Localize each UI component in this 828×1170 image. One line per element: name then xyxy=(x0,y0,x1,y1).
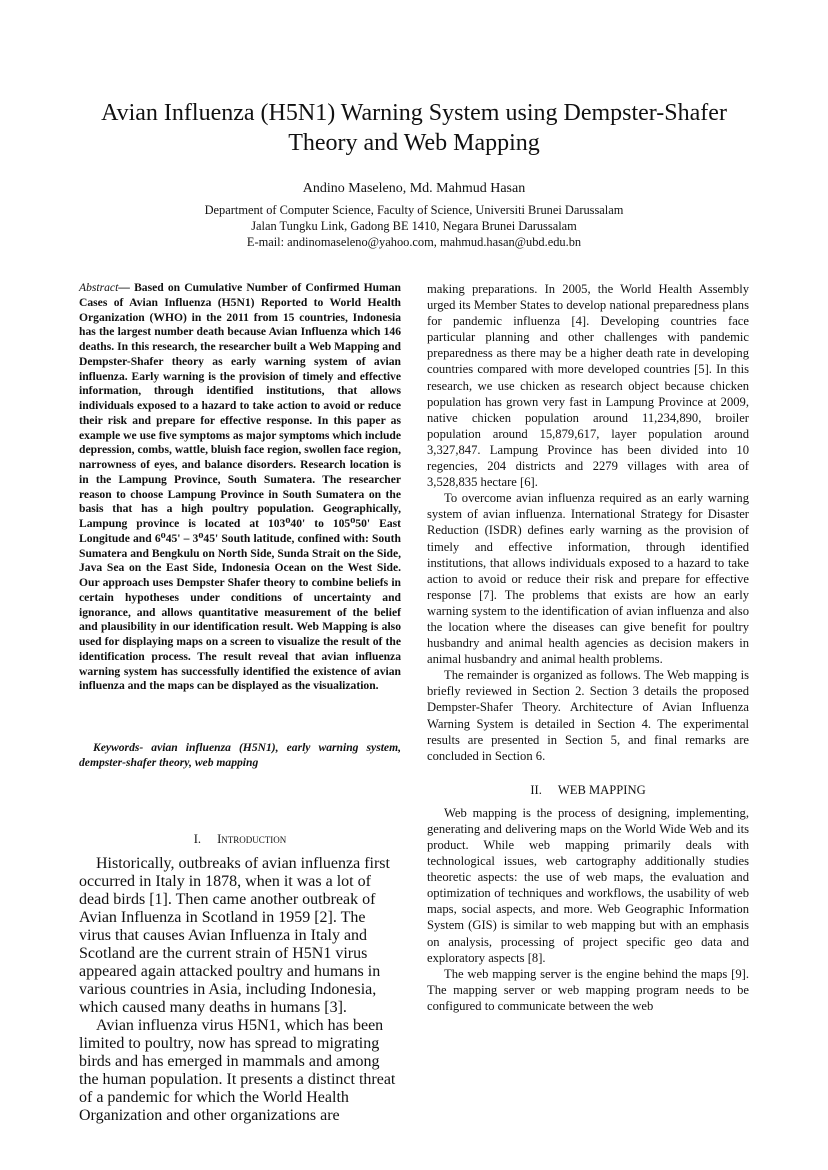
section-heading-web-mapping xyxy=(427,782,749,798)
paragraph: The remainder is organized as follows. The Web mapping is briefly reviewed in Section 2. Section 3 details the proposed Dempster-Shafer Theory. Architecture of Avian Influenza Warning System is detailed in Section 4. The experimental results are presented in Section 5, and final remarks are concluded in Section 6. xyxy=(427,668,749,763)
affiliation-block xyxy=(60,202,768,250)
paragraph: Avian influenza virus H5N1, which has been limited to poultry, now has spread to migrating birds and has emerged in mammals and among the human population. It presents a distinct threat of a pandemic for which the World Health Organization and other organizations are xyxy=(79,1017,396,1124)
section-number: I. xyxy=(193,832,202,846)
affiliation-department: Department of Computer Science, Faculty of Science, Universiti Brunei Darussalam xyxy=(204,203,624,217)
section-title: Introduction xyxy=(217,832,287,846)
paragraph: Historically, outbreaks of avian influenza first occurred in Italy in 1878, when it was a lot of dead birds [1]. Then came another outbreak of Avian Influenza in Scotland in 1959 [2]. The virus that causes Avian Influenza in Italy and Scotland are the current strain of H5N1 virus appeared again attacked poultry and humans in various countries in Asia, including Indonesia, which caused many deaths in humans [3]. xyxy=(79,855,390,1016)
paragraph: To overcome avian influenza required as an early warning system of avian influenza. International Strategy for Disaster Reduction (ISDR) defines early warning as the provision of timely and effective information, through identified institutions, that allows individuals exposed to a hazard to take action to avoid or reduce their risk and prepare for effective response [7]. The problems that exists are how an early warning system to the identification of avian influenza and also the location where the diseases can give benefit for poultry husbandry and animal health agencies as decision makers in animal husbandry and animal health problems. xyxy=(427,491,749,667)
paragraph: making preparations. In 2005, the World Health Assembly urged its Member States to develop national preparedness plans for pandemic influenza [4]. Developing countries face particular planning and other challenges with pandemic preparedness as there may be a higher death rate in developing countries compared with more developed countries [5]. In this research, we use chicken as research object because chicken population has grown very fast in Lampung Province at 2009, native chicken population around 11,234,890, broiler population around 15,879,617, layer population around 3,327,847. Lampung Province has been divided into 10 regencies, 204 districts and 2279 villages with area of 3,528,835 hectare [6]. xyxy=(427,282,749,490)
affiliation-email: E-mail: andinomaseleno@yahoo.com, mahmud.hasan@ubd.edu.bn xyxy=(246,235,582,249)
title-line-1: Avian Influenza (H5N1) Warning System using Dempster-Shafer xyxy=(101,100,727,126)
abstract-body: Based on Cumulative Number of Confirmed Human Cases of Avian Influenza (H5N1) Reported to World Health Organization (WHO) in the 2011 from 15 countries, Indonesia has the largest number death because Avian Influenza which 146 deaths. In this research, the researcher built a Web Mapping and Dempster-Shafer theory as early warning system of avian influenza. Early warning is the provision of timely and effective information, through identified institutions, that allows individuals exposed to a hazard to take action to avoid or reduce their risk and prepare for effective response. In this paper as example we use five symptoms as major symptoms which include depression, combs, wattle, bluish face region, swollen face region, narrowness of eyes, and balance disorders. Research location is in the Lampung Province, South Sumatera. The researcher reason to choose Lampung Province in South Sumatera on the basis that has a high poultry population. Geographically, Lampung province is located at 103⁰40' to 105⁰50' East Longitude and 6⁰45' – 3⁰45' South latitude, confined with: South Sumatera and Bengkulu on North Side, Sunda Strait on the Side, Java Sea on the East Side, Indonesia Ocean on the West Side. Our approach uses Dempster Shafer theory to combine beliefs in certain hypotheses under conditions of uncertainty and ignorance, and allows quantitative measurement of the belief and plausibility in our identification result. Web Mapping is also used for displaying maps on a screen to visualize the result of the identification process. The result reveal that avian influenza warning system has successfully identified the existence of avian influenza and the maps can be displayed as the visualization. xyxy=(79,281,401,693)
title-line-2: Theory and Web Mapping xyxy=(288,130,540,156)
paragraph: The web mapping server is the engine behind the maps [9]. The mapping server or web mapping program needs to be configured to communicate between the web xyxy=(427,966,749,1013)
paper-title xyxy=(60,98,768,158)
affiliation-address: Jalan Tungku Link, Gadong BE 1410, Negara Brunei Darussalam xyxy=(251,219,577,233)
keywords: Keywords- avian influenza (H5N1), early warning system, dempster-shafer theory, web mapping xyxy=(79,741,401,769)
paragraph: Web mapping is the process of designing, implementing, generating and delivering maps on the World Wide Web and its product. While web mapping primarily deals with technological issues, web cartography additionally studies theoretic aspects: the use of web maps, the evaluation and optimization of techniques and workflows, the usability of web maps, social aspects, and more. Web Geographic Information System (GIS) is similar to web mapping but with an emphasis on analysis, processing of project specific geo data and exploratory aspects [8]. xyxy=(427,805,749,965)
abstract xyxy=(79,281,401,694)
section-heading-introduction xyxy=(79,831,401,847)
left-column xyxy=(79,281,401,771)
right-column xyxy=(427,281,749,1014)
author-names: Andino Maseleno, Md. Mahmud Hasan xyxy=(302,181,526,196)
section-number: II. xyxy=(530,782,542,797)
section-introduction xyxy=(79,831,401,1125)
section-title: WEB MAPPING xyxy=(557,782,646,797)
abstract-dash: — xyxy=(118,281,135,294)
section-web-mapping xyxy=(427,782,749,1014)
abstract-label: Abstract xyxy=(79,281,119,294)
